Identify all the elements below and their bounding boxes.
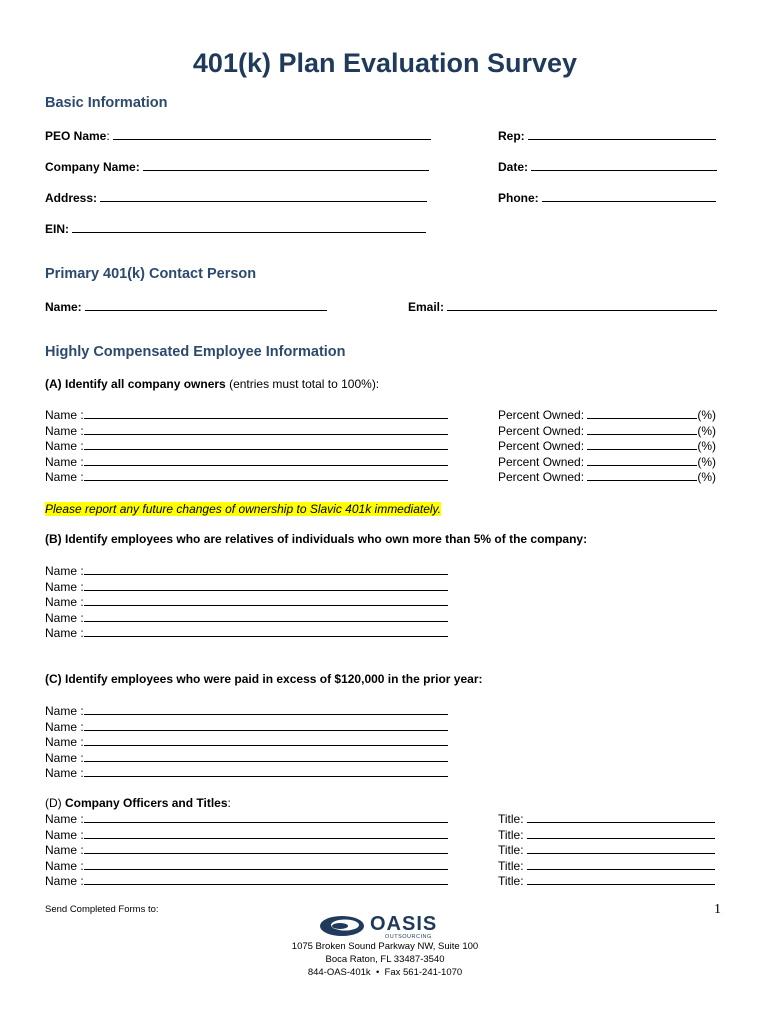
title-row-line[interactable] bbox=[527, 811, 715, 823]
name-label: Name : bbox=[45, 626, 84, 640]
title-row-line[interactable] bbox=[527, 858, 715, 870]
title-row[interactable] bbox=[498, 858, 715, 873]
rep-label: Rep: bbox=[498, 129, 525, 143]
phone-line[interactable] bbox=[542, 190, 716, 202]
percent-owned-row-label: Percent Owned: bbox=[498, 423, 585, 438]
name-label: Name : bbox=[45, 439, 84, 453]
percent-suffix: (%) bbox=[697, 454, 717, 469]
highly-paid-name-row[interactable] bbox=[45, 719, 448, 734]
name-line[interactable] bbox=[84, 858, 448, 870]
section-a-rest: (entries must total to 100%): bbox=[229, 377, 380, 391]
name-line[interactable] bbox=[84, 811, 448, 823]
section-d-prefix: (D) bbox=[45, 796, 62, 810]
footer-phone: 844-OAS-401k bbox=[307, 967, 371, 978]
name-line[interactable] bbox=[84, 750, 448, 762]
name-label: Name : bbox=[45, 766, 84, 780]
name-line[interactable] bbox=[84, 827, 448, 839]
section-c-instruction: (C) Identify employees who were paid in excess of $120,000 in the prior year: bbox=[45, 672, 483, 686]
date-line[interactable] bbox=[531, 159, 717, 171]
name-label: Name : bbox=[45, 470, 84, 484]
title-row[interactable] bbox=[498, 811, 715, 826]
name-label: Name : bbox=[45, 735, 84, 749]
relative-name-row[interactable] bbox=[45, 579, 448, 594]
title-row-label: Title: bbox=[498, 858, 524, 873]
name-line[interactable] bbox=[84, 423, 448, 435]
name-line[interactable] bbox=[84, 842, 448, 854]
hce-heading: Highly Compensated Employee Information bbox=[45, 344, 346, 360]
owner-name-row[interactable] bbox=[45, 423, 448, 438]
contact-heading: Primary 401(k) Contact Person bbox=[45, 266, 257, 282]
name-label: Name : bbox=[45, 750, 84, 765]
relative-name-row[interactable] bbox=[45, 625, 448, 640]
section-a-bold: Identify all company owners bbox=[65, 377, 226, 391]
basic-info-heading: Basic Information bbox=[45, 95, 168, 111]
rep-line[interactable] bbox=[528, 128, 716, 140]
title-row-label: Title: bbox=[498, 874, 524, 888]
ein-line[interactable] bbox=[72, 221, 426, 233]
name-line[interactable] bbox=[84, 594, 448, 606]
relative-name-row[interactable] bbox=[45, 594, 448, 609]
percent-owned-row[interactable] bbox=[498, 407, 716, 422]
contact-email-label: Email: bbox=[408, 300, 445, 314]
highly-paid-name-row[interactable] bbox=[45, 734, 448, 749]
name-line[interactable] bbox=[84, 579, 448, 591]
contact-email-field[interactable] bbox=[408, 299, 717, 314]
percent-suffix: (%) bbox=[697, 439, 717, 453]
title-row-line[interactable] bbox=[527, 842, 715, 854]
title-row[interactable] bbox=[498, 842, 715, 857]
section-b-instruction: (B) Identify employees who are relatives of individuals who own more than 5% of the company: bbox=[45, 532, 588, 546]
peo-name-field[interactable]: PEO Name: bbox=[45, 128, 431, 143]
relative-name-row[interactable] bbox=[45, 610, 448, 625]
name-label: Name : bbox=[45, 874, 84, 888]
percent-owned-row-line[interactable] bbox=[587, 469, 697, 481]
name-line[interactable] bbox=[84, 438, 448, 450]
contact-email-line[interactable] bbox=[447, 299, 717, 311]
section-d-instruction bbox=[45, 796, 231, 810]
name-line[interactable] bbox=[84, 765, 448, 777]
title-row[interactable] bbox=[498, 827, 715, 842]
section-d-bold: Company Officers and Titles bbox=[65, 796, 228, 810]
logo-name: OASIS bbox=[370, 913, 438, 935]
highly-paid-name-row[interactable] bbox=[45, 765, 448, 780]
name-line[interactable] bbox=[84, 407, 448, 419]
contact-name-field[interactable] bbox=[45, 299, 327, 314]
ein-label: EIN: bbox=[45, 222, 69, 236]
officer-name-row[interactable] bbox=[45, 827, 448, 842]
company-name-field[interactable] bbox=[45, 159, 429, 174]
officer-name-row[interactable] bbox=[45, 811, 448, 826]
section-d-colon: : bbox=[227, 796, 231, 810]
percent-owned-row[interactable] bbox=[498, 438, 716, 453]
title-row-line[interactable] bbox=[527, 827, 715, 839]
name-line[interactable] bbox=[84, 719, 448, 731]
highly-paid-name-row[interactable] bbox=[45, 750, 448, 765]
ownership-notice-text: Please report any future changes of ownership to Slavic 401k immediately. bbox=[45, 502, 441, 516]
name-label: Name : bbox=[45, 812, 84, 826]
peo-name-line[interactable] bbox=[113, 128, 431, 140]
footer-fax: Fax 561-241-1070 bbox=[384, 967, 463, 978]
peo-name-label: PEO Name bbox=[45, 129, 107, 143]
name-label: Name : bbox=[45, 858, 84, 873]
name-line[interactable] bbox=[84, 734, 448, 746]
percent-owned-row-label: Percent Owned: bbox=[498, 408, 585, 422]
highly-paid-name-row[interactable] bbox=[45, 703, 448, 718]
percent-owned-row-line[interactable] bbox=[587, 423, 697, 435]
phone-field[interactable] bbox=[498, 190, 716, 205]
date-field[interactable] bbox=[498, 159, 717, 174]
name-line[interactable] bbox=[84, 563, 448, 575]
title-row[interactable] bbox=[498, 873, 715, 888]
owner-name-row[interactable] bbox=[45, 438, 448, 453]
name-line[interactable] bbox=[84, 469, 448, 481]
name-label: Name : bbox=[45, 827, 84, 842]
percent-owned-row-line[interactable] bbox=[587, 454, 697, 466]
send-forms-label: Send Completed Forms to: bbox=[45, 904, 159, 915]
name-label: Name : bbox=[45, 408, 84, 422]
percent-suffix: (%) bbox=[697, 408, 717, 422]
owner-name-row[interactable] bbox=[45, 407, 448, 422]
percent-owned-row-line[interactable] bbox=[587, 438, 697, 450]
footer-contact-line bbox=[0, 967, 770, 978]
address-field[interactable] bbox=[45, 190, 427, 205]
logo-subtitle: OUTSOURCING bbox=[385, 934, 432, 940]
percent-owned-row-label: Percent Owned: bbox=[498, 454, 585, 469]
date-label: Date: bbox=[498, 160, 529, 174]
percent-owned-row-label: Percent Owned: bbox=[498, 470, 585, 484]
name-label: Name : bbox=[45, 719, 84, 734]
percent-owned-row[interactable] bbox=[498, 454, 716, 469]
title-row-line[interactable] bbox=[527, 873, 715, 885]
name-label: Name : bbox=[45, 423, 84, 438]
title-row-label: Title: bbox=[498, 812, 524, 826]
oasis-logo bbox=[318, 912, 458, 942]
rep-field[interactable] bbox=[498, 128, 716, 143]
title-row-label: Title: bbox=[498, 827, 524, 842]
name-label: Name : bbox=[45, 843, 84, 857]
address-line[interactable] bbox=[100, 190, 427, 202]
percent-suffix: (%) bbox=[697, 423, 717, 438]
name-line[interactable] bbox=[84, 625, 448, 637]
percent-owned-row-line[interactable] bbox=[587, 407, 697, 419]
company-name-label: Company Name: bbox=[45, 160, 140, 174]
page-number: 1 bbox=[714, 902, 721, 917]
section-a-instruction bbox=[45, 377, 379, 391]
owner-name-row[interactable] bbox=[45, 469, 448, 484]
name-line[interactable] bbox=[84, 703, 448, 715]
contact-name-line[interactable] bbox=[85, 299, 327, 311]
name-label: Name : bbox=[45, 564, 84, 578]
name-line[interactable] bbox=[84, 610, 448, 622]
phone-label: Phone: bbox=[498, 191, 539, 205]
officer-name-row[interactable] bbox=[45, 842, 448, 857]
officer-name-row[interactable] bbox=[45, 873, 448, 888]
percent-suffix: (%) bbox=[697, 470, 717, 484]
name-line[interactable] bbox=[84, 454, 448, 466]
owner-name-row[interactable] bbox=[45, 454, 448, 469]
address-label: Address: bbox=[45, 191, 98, 205]
ein-field[interactable] bbox=[45, 221, 426, 236]
percent-owned-row-label: Percent Owned: bbox=[498, 439, 585, 453]
footer-address-line1: 1075 Broken Sound Parkway NW, Suite 100 bbox=[291, 941, 479, 952]
name-label: Name : bbox=[45, 454, 84, 469]
percent-owned-row[interactable] bbox=[498, 469, 716, 484]
relative-name-row[interactable] bbox=[45, 563, 448, 578]
company-name-line[interactable] bbox=[143, 159, 429, 171]
name-label: Name : bbox=[45, 704, 84, 718]
section-a-prefix: (A) bbox=[45, 377, 62, 391]
percent-owned-row[interactable] bbox=[498, 423, 716, 438]
footer-address-line2: Boca Raton, FL 33487-3540 bbox=[325, 954, 445, 965]
name-label: Name : bbox=[45, 610, 84, 625]
name-label: Name : bbox=[45, 579, 84, 594]
bullet-icon: • bbox=[375, 967, 380, 978]
title-row-label: Title: bbox=[498, 843, 524, 857]
officer-name-row[interactable] bbox=[45, 858, 448, 873]
ownership-notice bbox=[45, 500, 441, 518]
name-line[interactable] bbox=[84, 873, 448, 885]
name-label: Name : bbox=[45, 595, 84, 609]
contact-name-label: Name: bbox=[45, 300, 82, 314]
page-title: 401(k) Plan Evaluation Survey bbox=[192, 48, 578, 78]
